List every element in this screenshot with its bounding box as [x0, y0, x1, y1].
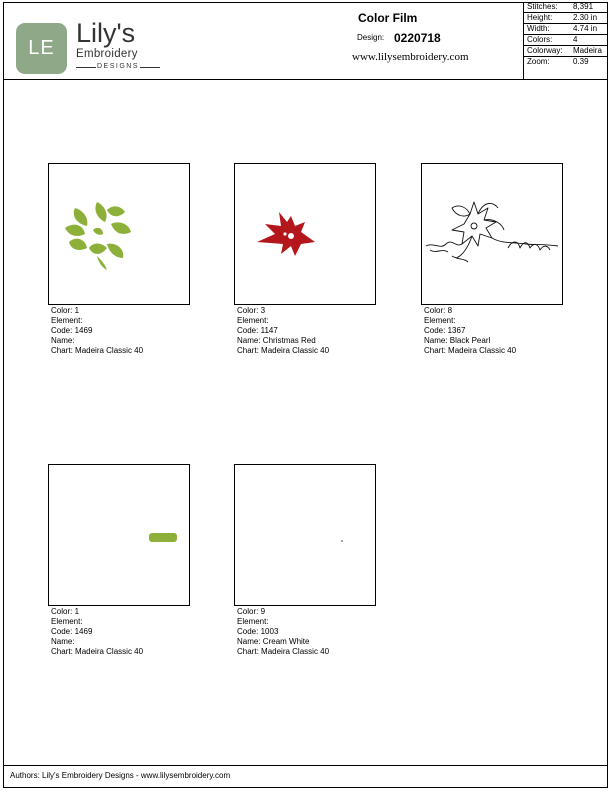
code-label: Code: — [237, 326, 259, 335]
thread-chart: Madeira Classic 40 — [75, 346, 144, 355]
name-label: Name: — [51, 336, 75, 345]
element-row — [237, 316, 376, 326]
element-row — [424, 316, 563, 326]
element-label: Element: — [237, 316, 269, 325]
name-label: Name: — [237, 637, 261, 646]
color-row — [237, 607, 376, 617]
code-label: Code: — [424, 326, 446, 335]
color-row — [51, 306, 190, 316]
code-row — [424, 326, 563, 336]
name-row — [51, 637, 190, 647]
footer-divider — [3, 765, 608, 766]
chart-row — [424, 346, 563, 356]
color-number: 9 — [260, 607, 266, 616]
thread-code: 1469 — [74, 326, 93, 335]
color-row — [51, 607, 190, 617]
swatch-details — [234, 607, 376, 657]
stitch-dot-icon — [235, 465, 375, 605]
info-value: Madeira — [573, 46, 602, 55]
swatch-details — [421, 306, 563, 356]
thread-name: Christmas Red — [262, 336, 316, 345]
swatch-preview — [234, 163, 376, 305]
color-number: 1 — [74, 607, 80, 616]
element-row — [51, 316, 190, 326]
info-key: Colors: — [527, 35, 553, 44]
info-value: 2.30 in — [573, 13, 598, 22]
info-key: Zoom: — [527, 57, 550, 66]
color-number: 8 — [447, 306, 453, 315]
name-label: Name: — [424, 336, 448, 345]
name-row — [424, 336, 563, 346]
page-title: Color Film — [358, 11, 418, 25]
info-value: 8,391 — [573, 2, 594, 11]
chart-row — [51, 647, 190, 657]
thread-name: Black Pearl — [449, 336, 491, 345]
color-row — [237, 306, 376, 316]
element-row — [237, 617, 376, 627]
name-label: Name: — [237, 336, 261, 345]
chart-label: Chart: — [424, 346, 446, 355]
color-label: Color: — [424, 306, 446, 315]
chart-label: Chart: — [237, 346, 259, 355]
swatch-preview — [48, 464, 190, 606]
code-row — [237, 627, 376, 637]
thread-chart: Madeira Classic 40 — [261, 647, 330, 656]
thread-code: 1367 — [447, 326, 466, 335]
info-row — [524, 24, 608, 35]
color-swatch-card — [234, 464, 376, 657]
element-row — [51, 617, 190, 627]
color-number: 1 — [74, 306, 80, 315]
thread-code: 1147 — [260, 326, 278, 335]
info-key: Colorway: — [527, 46, 563, 55]
name-row — [237, 637, 376, 647]
color-label: Color: — [237, 306, 259, 315]
element-label: Element: — [51, 316, 83, 325]
info-value: 4 — [573, 35, 578, 44]
color-swatch-card — [234, 163, 376, 356]
design-info-table — [523, 2, 608, 79]
logo-designs: DESIGNS — [76, 63, 160, 70]
element-label: Element: — [51, 617, 83, 626]
info-row — [524, 13, 608, 24]
info-key: Stitches: — [527, 2, 558, 11]
info-value: 4.74 in — [573, 24, 598, 33]
name-label: Name: — [51, 637, 75, 646]
header-divider — [3, 79, 608, 80]
stitch-block-icon — [49, 465, 189, 605]
info-value: 0.39 — [573, 57, 589, 66]
poinsettia-outline-icon — [422, 164, 562, 304]
website-url: www.lilysembroidery.com — [352, 51, 469, 63]
info-row — [524, 2, 608, 13]
swatch-details — [48, 607, 190, 657]
thread-code: 1469 — [74, 627, 93, 636]
element-label: Element: — [424, 316, 456, 325]
poinsettia-icon — [235, 164, 375, 304]
info-row — [524, 57, 608, 68]
design-label: Design: — [357, 33, 385, 42]
chart-label: Chart: — [237, 647, 259, 656]
chart-row — [237, 346, 376, 356]
info-key: Height: — [527, 13, 553, 22]
swatch-preview — [234, 464, 376, 606]
swatch-details — [48, 306, 190, 356]
code-row — [237, 326, 376, 336]
thread-name: Cream White — [262, 637, 310, 646]
color-swatch-card — [421, 163, 563, 356]
color-label: Color: — [51, 607, 73, 616]
color-number: 3 — [260, 306, 266, 315]
color-swatch-card — [48, 464, 190, 657]
color-row — [424, 306, 563, 316]
logo-badge: LE — [16, 23, 67, 74]
info-row — [524, 35, 608, 46]
swatch-preview — [48, 163, 190, 305]
code-label: Code: — [51, 326, 73, 335]
info-row — [524, 46, 608, 57]
leaves-icon — [49, 164, 189, 304]
element-label: Element: — [237, 617, 269, 626]
code-label: Code: — [51, 627, 73, 636]
footer-credits: Authors: Lily's Embroidery Designs - www.lilysembroidery.com — [10, 771, 231, 780]
info-key: Width: — [527, 24, 550, 33]
chart-label: Chart: — [51, 346, 73, 355]
page-frame — [3, 2, 608, 788]
swatch-preview — [421, 163, 563, 305]
color-label: Color: — [51, 306, 73, 315]
name-row — [237, 336, 376, 346]
thread-chart: Madeira Classic 40 — [75, 647, 144, 656]
code-row — [51, 326, 190, 336]
chart-label: Chart: — [51, 647, 73, 656]
logo-name: Lily's — [76, 18, 136, 48]
thread-chart: Madeira Classic 40 — [448, 346, 517, 355]
code-row — [51, 627, 190, 637]
thread-code: 1003 — [260, 627, 279, 636]
chart-row — [51, 346, 190, 356]
chart-row — [237, 647, 376, 657]
color-swatch-card — [48, 163, 190, 356]
swatch-details — [234, 306, 376, 356]
color-label: Color: — [237, 607, 259, 616]
design-number: 0220718 — [394, 31, 441, 45]
code-label: Code: — [237, 627, 259, 636]
name-row — [51, 336, 190, 346]
logo-subtitle: Embroidery — [76, 48, 138, 60]
thread-chart: Madeira Classic 40 — [261, 346, 330, 355]
